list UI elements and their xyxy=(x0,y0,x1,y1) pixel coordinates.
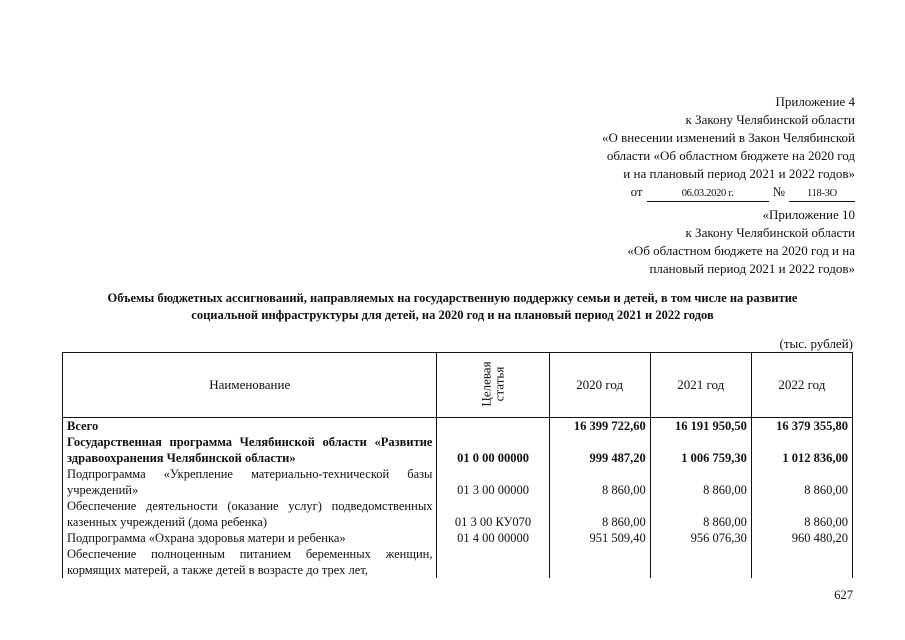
row-2020: 8 860,00 xyxy=(549,466,650,498)
header-2020: 2020 год xyxy=(549,353,650,418)
law-date-number-row xyxy=(535,183,855,202)
title-line: социальной инфраструктуры для детей, на 2020 год и на плановый период 2021 и 2022 годов xyxy=(191,308,714,322)
row-2020: 16 399 722,60 xyxy=(549,418,650,435)
appendix-line: и на плановый период 2021 и 2022 годов» xyxy=(623,166,855,181)
row-2021: 1 006 759,30 xyxy=(650,434,751,466)
row-2020: 999 487,20 xyxy=(549,434,650,466)
budget-table xyxy=(62,352,853,578)
row-name: Подпрограмма «Охрана здоровья матери и ребенка» xyxy=(63,530,437,546)
row-name: Подпрограмма «Укрепление материально-технической базы учреждений» xyxy=(63,466,437,498)
law-date: 06.03.2020 г. xyxy=(647,187,769,202)
row-code xyxy=(437,418,549,435)
row-2022: 8 860,00 xyxy=(751,466,852,498)
row-code: 01 3 00 КУ070 xyxy=(437,498,549,530)
header-code-line1: Целевая xyxy=(479,361,495,407)
header-code xyxy=(437,353,549,418)
table-row xyxy=(63,418,853,435)
header-code-vertical xyxy=(480,361,506,406)
row-2020 xyxy=(549,546,650,578)
appendix-original-header xyxy=(535,206,855,278)
row-code xyxy=(437,546,549,578)
row-name: Государственная программа Челябинской области «Развитие здравоохранения Челябинской области» xyxy=(63,434,437,466)
row-2020: 8 860,00 xyxy=(549,498,650,530)
row-2022: 1 012 836,00 xyxy=(751,434,852,466)
appendix-line: плановый период 2021 и 2022 годов» xyxy=(649,261,855,276)
row-name: Всего xyxy=(63,418,437,435)
table-header-row xyxy=(63,353,853,418)
table-row xyxy=(63,498,853,530)
row-2021: 8 860,00 xyxy=(650,466,751,498)
units-label: (тыс. рублей) xyxy=(779,336,853,351)
appendix-line: «О внесении изменений в Закон Челябинской xyxy=(601,130,855,145)
document-title xyxy=(40,290,865,324)
row-2021: 16 191 950,50 xyxy=(650,418,751,435)
header-name: Наименование xyxy=(63,353,437,418)
appendix-line: «Приложение 10 xyxy=(762,207,855,222)
row-2022: 8 860,00 xyxy=(751,498,852,530)
header-2021: 2021 год xyxy=(650,353,751,418)
row-2022: 960 480,20 xyxy=(751,530,852,546)
table-row xyxy=(63,466,853,498)
row-code: 01 0 00 00000 xyxy=(437,434,549,466)
row-name: Обеспечение деятельности (оказание услуг) подведомственных казенных учреждений (дома ребенка) xyxy=(63,498,437,530)
number-label: № xyxy=(772,184,785,199)
row-code: 01 3 00 00000 xyxy=(437,466,549,498)
appendix-line: к Закону Челябинской области xyxy=(685,225,855,240)
header-code-line2: статья xyxy=(492,366,508,402)
row-2022 xyxy=(751,546,852,578)
table-row xyxy=(63,546,853,578)
row-name: Обеспечение полноценным питанием беременных женщин, кормящих матерей, а также детей в возрасте до трех лет, xyxy=(63,546,437,578)
appendix-header xyxy=(535,93,855,202)
appendix-line: области «Об областном бюджете на 2020 год xyxy=(606,148,855,163)
title-line: Объемы бюджетных ассигнований, направляемых на государственную поддержку семьи и детей, в том числе на развитие xyxy=(107,291,798,305)
law-number: 118-ЗО xyxy=(789,187,855,202)
row-2022: 16 379 355,80 xyxy=(751,418,852,435)
appendix-line: к Закону Челябинской области xyxy=(685,112,855,127)
from-label: от xyxy=(630,184,643,199)
row-2021 xyxy=(650,546,751,578)
appendix-line: Приложение 4 xyxy=(775,94,855,109)
table-row xyxy=(63,434,853,466)
row-2021: 8 860,00 xyxy=(650,498,751,530)
table-row xyxy=(63,530,853,546)
page-number: 627 xyxy=(834,588,853,602)
row-code: 01 4 00 00000 xyxy=(437,530,549,546)
appendix-line: «Об областном бюджете на 2020 год и на xyxy=(627,243,855,258)
row-2021: 956 076,30 xyxy=(650,530,751,546)
header-2022: 2022 год xyxy=(751,353,852,418)
row-2020: 951 509,40 xyxy=(549,530,650,546)
